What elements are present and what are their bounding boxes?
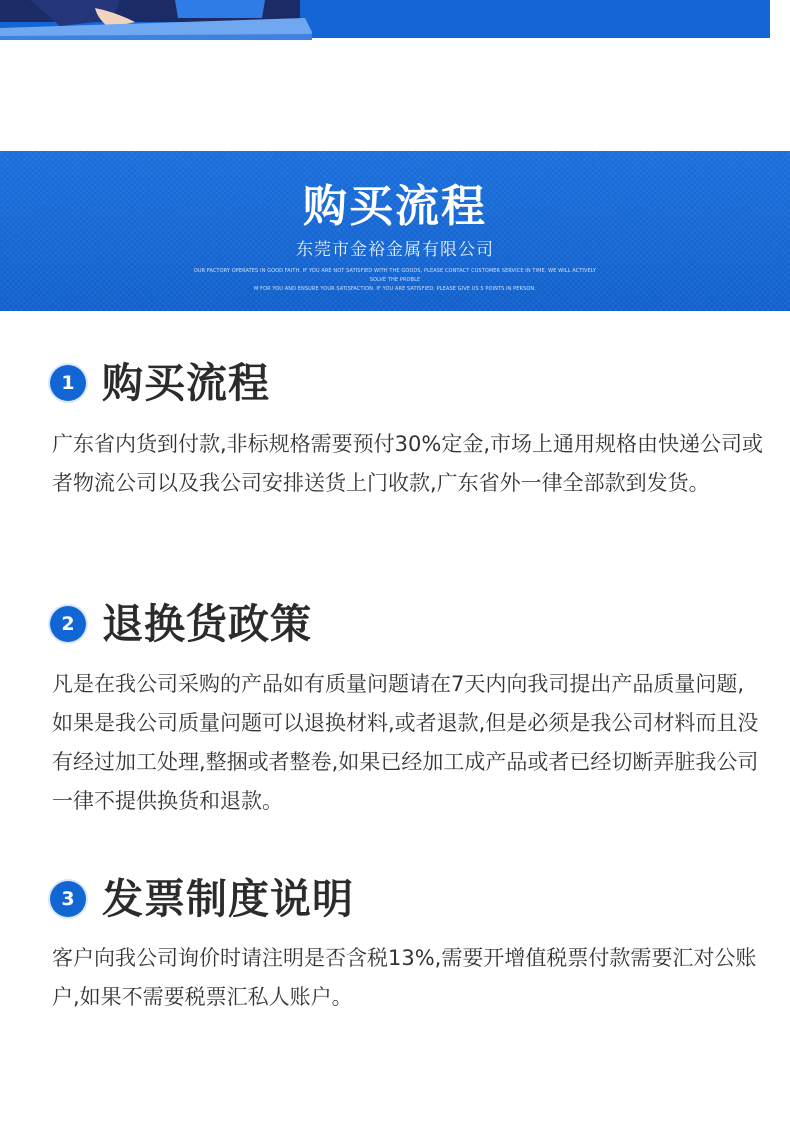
- number-badge: 2: [50, 606, 86, 642]
- hero-banner: [0, 151, 790, 311]
- section-heading: [50, 596, 312, 652]
- section-title: 发票制度说明: [102, 875, 354, 923]
- hero-english-line-1: OUR FACTORY OPERATES IN GOOD FAITH. IF YOU ARE NOT SATISFIED WITH THE GOODS, PLEASE CONTACT CUSTOMER SERVICE IN TIME. WE WILL ACTIVELY SOLVE THE PROBLE: [193, 268, 597, 283]
- section-title: 退换货政策: [102, 600, 312, 648]
- section-heading: [50, 355, 270, 411]
- number-badge: 1: [50, 365, 86, 401]
- section-body: 客户向我公司询价时请注明是否含税13%,需要开增值税票付款需要汇对公账户,如果不需要税票汇私人账户。: [52, 946, 757, 1009]
- section-heading: [50, 871, 354, 927]
- hero-english-line-2: M FOR YOU AND ENSURE YOUR SATISFACTION. IF YOU ARE SATISFIED, PLEASE GIVE US 5 POINTS IN PERSON.: [254, 286, 536, 292]
- number-badge: 3: [50, 881, 86, 917]
- hero-company-name: 东莞市金裕金属有限公司: [296, 240, 494, 260]
- hero-english-text: [190, 267, 600, 294]
- hero-title: 购买流程: [303, 181, 487, 232]
- section-title: 购买流程: [102, 359, 270, 407]
- section-body: 广东省内货到付款,非标规格需要预付30%定金,市场上通用规格由快递公司或者物流公司以及我公司安排送货上门收款,广东省外一律全部款到发货。: [52, 432, 764, 495]
- section-body: 凡是在我公司采购的产品如有质量问题请在7天内向我司提出产品质量问题,如果是我公司质量问题可以退换材料,或者退款,但是必须是我公司材料而且没有经过加工处理,整捆或者整卷,如果已经加工成产品或者已经切断弄脏我公司一律不提供换货和退款。: [52, 672, 759, 813]
- top-banner-illustration: [0, 0, 790, 70]
